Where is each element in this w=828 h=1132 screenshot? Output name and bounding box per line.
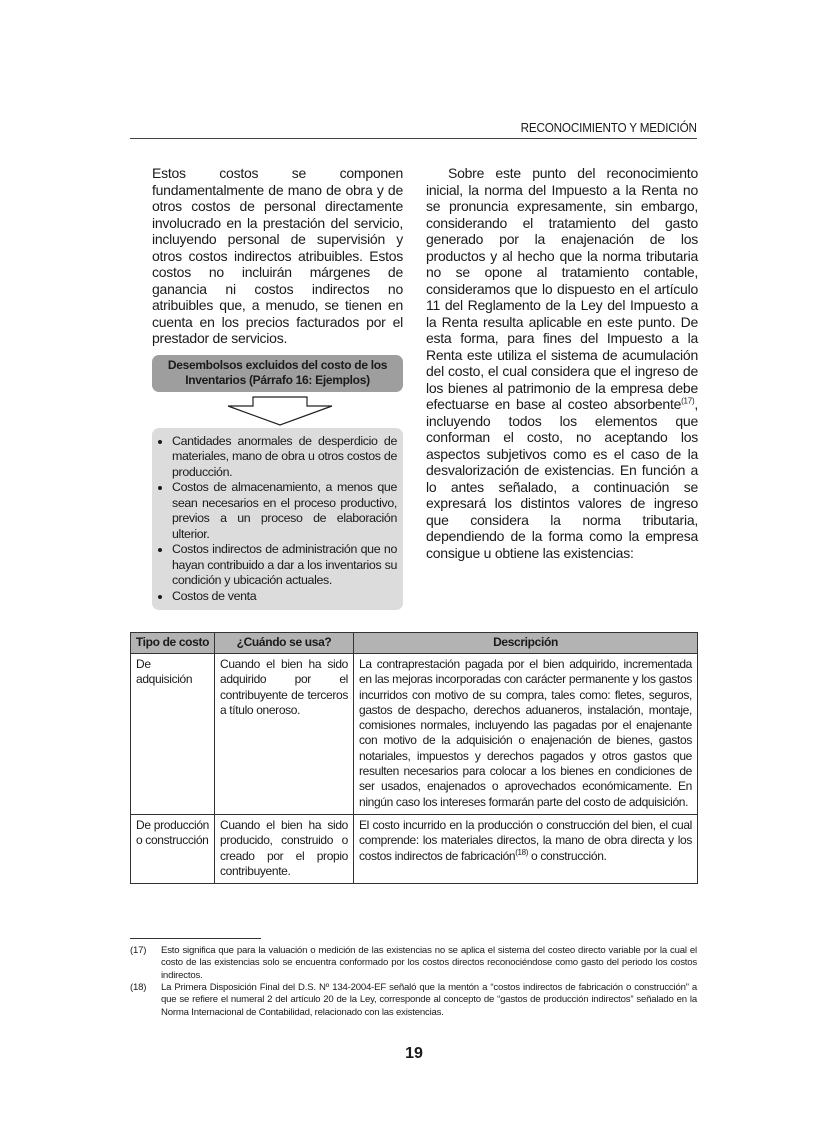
list-item: • Cantidades anormales de desperdicio de materiales, mano de obra u otros costos de producción. — [172, 434, 397, 481]
column-header: ¿Cuándo se usa? — [215, 633, 354, 654]
cost-types-table — [130, 632, 698, 884]
list-item: • Costos de almacenamiento, a menos que sean necesarios en el proceso productivo, previos a un proceso de elaboración ulterior. — [172, 480, 397, 542]
footnote-ref-17[interactable]: (17) — [681, 396, 695, 406]
page-body — [130, 165, 698, 1063]
footnote-text: Esto significa que para la valuación o medición de las existencias no se aplica el sistema del costeo directo variable por la cual el costo de las existencias solo se encuentra conformado por los costos directos reconociéndose como gasto del periodo los costos indirectos. — [161, 945, 697, 981]
list-item: • Costos de venta — [172, 589, 397, 605]
footnotes — [130, 945, 697, 1019]
footnote-text: La Primera Disposición Final del D.S. Nº 134-2004-EF señaló que la mentón a “costos indirectos de fabricación o construcción” a que se refiere el numeral 2 del artículo 20 de la Ley, corresponde al concepto de “gastos de producción indirectos” señalado en la Norma Internacional de Contabilidad, relacionado con las existencias. — [161, 982, 697, 1018]
footnote-number: (17) — [130, 945, 147, 957]
left-column — [152, 165, 403, 610]
list-item: • Costos indirectos de administración que no hayan contribuido a dar a los inventarios su condición y ubicación actuales. — [172, 542, 397, 589]
diagram-title-box — [152, 355, 403, 392]
two-column-section — [130, 165, 698, 610]
cell-tipo: De producción o construcción — [131, 814, 215, 883]
right-paragraph-text-cont: , incluyendo todos los elementos que conforman el costo, no aceptando los aspectos subjetivos como es el caso de la desvalorización de existencias. En función a lo antes señalado, a continuación se expresará los distintos valores de ingreso que considera la norma tributaria, dependiendo de la forma como la empresa consigue u obtiene las existencias: — [426, 396, 698, 561]
running-header: RECONOCIMIENTO Y MEDICIÓN — [520, 120, 697, 135]
right-column — [426, 165, 698, 561]
cell-descripcion — [354, 814, 698, 883]
cell-cuando: Cuando el bien ha sido producido, construido o creado por el propio contribuyente. — [215, 814, 354, 883]
excluded-costs-list-box — [152, 428, 403, 611]
right-paragraph-text: Sobre este punto del reconocimiento inicial, la norma del Impuesto a la Renta no se pronuncia expresamente, sin embargo, considerando el tratamiento del gasto generado por la enajenación de los productos y al hecho que la norma tributaria no se opone al tratamiento contable, consideramos que lo dispuesto en el artículo 11 del Reglamento de la Ley del Impuesto a la Renta resulta aplicable en este punto. De esta forma, para fines del Impuesto a la Renta este utiliza el sistema de acumulación del costo, el cual considera que el ingreso de los bienes al patrimonio de la empresa debe efectuarse en base al costeo absorbente — [426, 165, 698, 412]
diagram-title-line1: Desembolsos excluidos del costo de los — [167, 358, 388, 372]
page-number: 19 — [405, 1044, 423, 1062]
header-rule — [130, 138, 697, 139]
footnote-18 — [130, 982, 697, 1019]
table-row — [131, 814, 698, 883]
description-text-end: o construcción. — [528, 848, 607, 863]
cell-descripcion: La contraprestación pagada por el bien adquirido, incrementada en las mejoras incorporadas con carácter permanente y los gastos incurridos con motivo de su compra, tales como: fletes, seguros, gastos de despacho, derechos aduaneros, instalación, montaje, comisiones normales, incluyendo las pagadas por el enajenante con motivo de la adquisición o enajenación de bienes, gastos notariales, impuestos y derechos pagados y otros gastos que resulten necesarios para colocar a los bienes en condiciones de ser usados, enajenados o aprovechados económicamente. En ningún caso los intereses formarán parte del costo de adquisición. — [354, 654, 698, 815]
cell-tipo: De adquisición — [131, 654, 215, 815]
footnote-number: (18) — [130, 982, 147, 994]
left-paragraph: Estos costos se componen fundamentalmente de mano de obra y de otros costos de personal directamente involucrado en la prestación del servicio, incluyendo personal de supervisión y otros costos indirectos atribuibles. Estos costos no incluirán márgenes de ganancia ni costos indirectos no atribuibles que, a menudo, se tienen en cuenta en los precios facturados por el prestador de servicios. — [152, 165, 403, 346]
footnote-ref-18[interactable]: (18) — [515, 847, 529, 857]
right-paragraph — [426, 165, 698, 561]
column-header: Tipo de costo — [131, 633, 215, 654]
table-header-row — [131, 633, 698, 654]
cell-cuando: Cuando el bien ha sido adquirido por el contribuyente de terceros a título oneroso. — [215, 654, 354, 815]
diagram-title-line2: Inventarios (Párrafo 16: Ejemplos) — [185, 373, 370, 387]
footnote-rule — [130, 938, 261, 939]
table-row — [131, 654, 698, 815]
description-text: El costo incurrido en la producción o construcción del bien, el cual comprende: los materiales directos, la mano de obra directa y los costos indirectos de fabricación — [359, 817, 692, 863]
down-arrow-icon — [220, 396, 340, 426]
footnote-17 — [130, 945, 697, 982]
column-header: Descripción — [354, 633, 698, 654]
